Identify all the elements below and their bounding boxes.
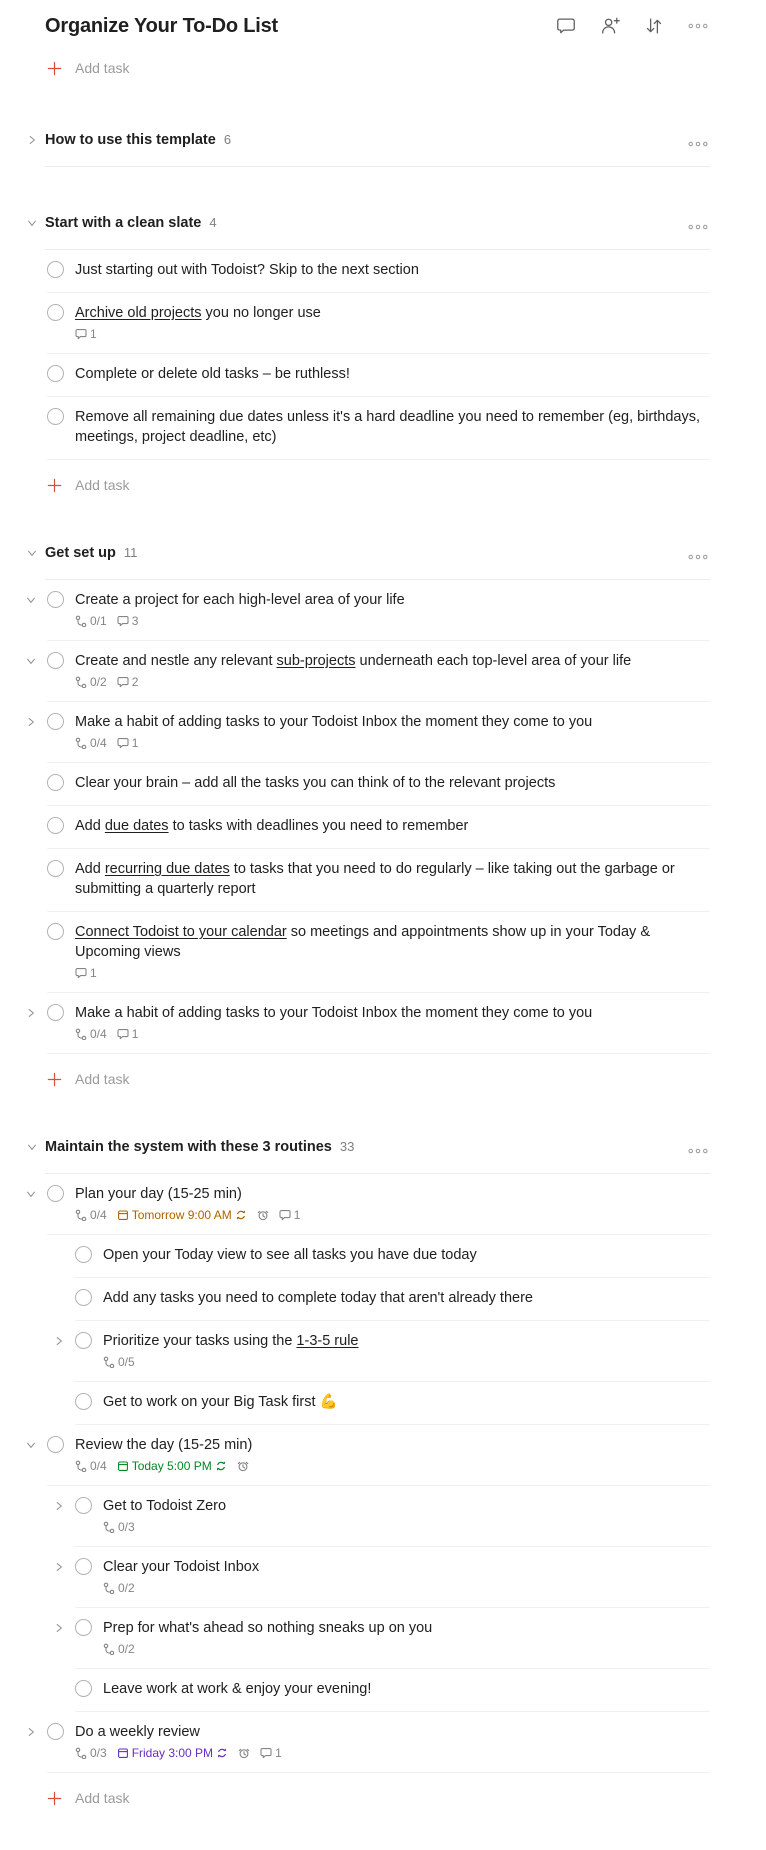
task-title[interactable] — [75, 712, 710, 732]
subtask-count-text: 0/3 — [118, 1520, 135, 1534]
subtasks-icon — [103, 1582, 115, 1594]
chevron-down-icon[interactable] — [27, 218, 37, 228]
due-date — [117, 1459, 227, 1473]
task-row — [75, 1278, 710, 1321]
subtask-count — [75, 1746, 107, 1760]
comment-icon — [279, 1209, 291, 1221]
section-more-button[interactable] — [686, 132, 710, 156]
calendar-icon — [117, 1209, 129, 1221]
task-checkbox[interactable] — [47, 860, 64, 877]
task-title-text: Add any tasks you need to complete today that aren't already there — [103, 1290, 533, 1306]
comments-button[interactable] — [554, 14, 578, 38]
task-row — [47, 1174, 710, 1235]
calendar-icon — [117, 1460, 129, 1472]
task-checkbox[interactable] — [47, 591, 64, 608]
comment-icon — [117, 737, 129, 749]
plus-icon — [47, 1072, 62, 1087]
section-title[interactable]: How to use this template — [45, 132, 216, 148]
section-task-count: 11 — [123, 545, 138, 560]
sort-arrows-icon — [643, 15, 665, 37]
task-title[interactable] — [103, 1679, 710, 1699]
task-title[interactable] — [75, 773, 710, 793]
subtask-count — [75, 1027, 107, 1041]
due-date-text: Today 5:00 PM — [131, 1459, 212, 1473]
task-row — [47, 763, 710, 806]
task-meta — [75, 1027, 710, 1041]
task-title-text: Get to work on your Big Task first 💪 — [103, 1394, 338, 1410]
comment-count — [117, 614, 139, 628]
task-meta — [75, 1459, 710, 1473]
task-row — [47, 354, 710, 397]
chevron-right-icon[interactable] — [26, 717, 36, 727]
chevron-right-icon[interactable] — [27, 135, 37, 145]
comment-count — [117, 1027, 139, 1041]
section-how-to-use — [45, 132, 710, 167]
reminder-icon — [257, 1209, 269, 1221]
task-title[interactable] — [103, 1618, 710, 1638]
task-checkbox[interactable] — [47, 1004, 64, 1021]
subtasks-icon — [103, 1521, 115, 1533]
task-checkbox[interactable] — [47, 1723, 64, 1740]
subtask-count-text: 0/2 — [118, 1581, 135, 1595]
task-title[interactable] — [75, 922, 710, 962]
due-date — [117, 1746, 228, 1760]
task-title[interactable] — [103, 1557, 710, 1577]
task-row — [47, 250, 710, 293]
comment-count-text: 3 — [131, 614, 139, 628]
task-title[interactable] — [75, 260, 710, 280]
subtasks-icon — [103, 1356, 115, 1368]
task-title-text: Open your Today view to see all tasks you have due today — [103, 1247, 477, 1263]
task-row — [75, 1321, 710, 1382]
task-title-text: Make a habit of adding tasks to your Todoist Inbox the moment they come to you — [75, 1005, 593, 1021]
add-task-button[interactable] — [47, 1067, 710, 1091]
section-title[interactable]: Start with a clean slate — [45, 215, 202, 231]
task-title-text: Clear your Todoist Inbox — [103, 1559, 260, 1575]
more-icon — [688, 141, 708, 147]
subtask-count-text: 0/5 — [118, 1355, 135, 1369]
subtasks-icon — [75, 615, 87, 627]
task-checkbox[interactable] — [75, 1680, 92, 1697]
task-row — [75, 1608, 710, 1669]
comment-count — [75, 327, 97, 341]
sort-button[interactable] — [642, 14, 666, 38]
task-row — [47, 580, 710, 641]
subtasks-icon — [75, 737, 87, 749]
task-title-text: Leave work at work & enjoy your evening! — [103, 1681, 372, 1697]
task-title[interactable] — [75, 1722, 710, 1742]
more-icon — [688, 23, 708, 29]
comment-icon — [260, 1747, 272, 1759]
task-title-text: Add — [75, 861, 105, 877]
task-link[interactable]: Connect Todoist to your calendar — [75, 924, 287, 940]
reminder-icon — [238, 1747, 250, 1759]
task-checkbox[interactable] — [47, 1436, 64, 1453]
chevron-right-icon[interactable] — [26, 1008, 36, 1018]
task-title-text: Get to Todoist Zero — [103, 1498, 227, 1514]
project-header — [45, 14, 710, 38]
subtask-count — [75, 1459, 107, 1473]
task-meta — [75, 614, 710, 628]
comment-icon — [117, 1028, 129, 1040]
task-checkbox[interactable] — [47, 261, 64, 278]
task-checkbox[interactable] — [47, 774, 64, 791]
section-task-count: 4 — [209, 215, 217, 230]
task-row — [47, 702, 710, 763]
task-meta — [75, 1208, 710, 1222]
due-date — [117, 1208, 247, 1222]
task-checkbox[interactable] — [47, 923, 64, 940]
comment-count — [117, 675, 139, 689]
task-title[interactable] — [75, 1435, 710, 1455]
section-header — [45, 1139, 710, 1174]
chevron-right-icon[interactable] — [54, 1501, 64, 1511]
subtasks-icon — [75, 1209, 87, 1221]
more-options-button[interactable] — [686, 14, 710, 38]
comment-count — [279, 1208, 301, 1222]
subtask-count — [103, 1642, 135, 1656]
subtask-count-text: 0/4 — [90, 1027, 107, 1041]
task-row — [47, 849, 710, 912]
task-title-text: Do a weekly review — [75, 1724, 200, 1740]
task-row — [47, 641, 710, 702]
task-row — [75, 1547, 710, 1608]
chevron-down-icon[interactable] — [27, 548, 37, 558]
task-row — [47, 1425, 710, 1486]
task-title-text: to tasks that you need to do regularly – like taking out the garbage or submitting a quarterly report — [75, 861, 675, 897]
comment-icon — [75, 967, 87, 979]
section-maintain-system — [45, 1139, 710, 1810]
add-task-button[interactable] — [47, 1786, 710, 1810]
section-more-button[interactable] — [686, 215, 710, 239]
task-title-text: so meetings and appointments show up in your Today & Upcoming views — [75, 924, 650, 960]
subtask-count — [75, 614, 107, 628]
chevron-right-icon[interactable] — [54, 1623, 64, 1633]
task-checkbox[interactable] — [75, 1289, 92, 1306]
task-title[interactable] — [103, 1331, 710, 1351]
subtask-count-text: 0/4 — [90, 1459, 107, 1473]
subtask-count — [75, 1208, 107, 1222]
subtasks-icon — [75, 1028, 87, 1040]
task-title-text: Add — [75, 818, 105, 834]
task-checkbox[interactable] — [47, 1185, 64, 1202]
section-title[interactable]: Maintain the system with these 3 routines — [45, 1139, 332, 1155]
task-meta — [103, 1520, 710, 1534]
subtasks-icon — [75, 1747, 87, 1759]
chevron-down-icon[interactable] — [26, 1440, 36, 1450]
task-link[interactable]: sub-projects — [276, 653, 356, 669]
task-title-text: you no longer use — [201, 305, 321, 321]
task-title-text: Clear your brain – add all the tasks you can think of to the relevant projects — [75, 775, 556, 791]
subtask-count-text: 0/1 — [90, 614, 107, 628]
due-date-text: Tomorrow 9:00 AM — [131, 1208, 232, 1222]
task-meta — [75, 736, 710, 750]
add-task-label: Add task — [75, 477, 130, 493]
subtask-count-text: 0/2 — [90, 675, 107, 689]
subtask-count-text: 0/4 — [90, 736, 107, 750]
comment-count-text: 1 — [131, 736, 139, 750]
comment-count — [260, 1746, 282, 1760]
comment-icon — [75, 328, 87, 340]
task-title[interactable] — [75, 590, 710, 610]
task-row — [75, 1669, 710, 1712]
section-clean-slate — [45, 215, 710, 497]
more-icon — [688, 1148, 708, 1154]
chevron-right-icon[interactable] — [54, 1562, 64, 1572]
chevron-down-icon[interactable] — [27, 1142, 37, 1152]
comment-count — [117, 736, 139, 750]
subtasks-icon — [75, 676, 87, 688]
task-title[interactable] — [75, 859, 710, 899]
chevron-down-icon[interactable] — [26, 656, 36, 666]
task-checkbox[interactable] — [75, 1497, 92, 1514]
task-link[interactable]: Archive old projects — [75, 305, 202, 321]
comment-count-text: 1 — [131, 1027, 139, 1041]
add-task-label: Add task — [75, 60, 130, 76]
add-task-label: Add task — [75, 1790, 130, 1806]
task-title-text: Prioritize your tasks using the — [103, 1333, 297, 1349]
comment-count-text: 2 — [131, 675, 139, 689]
page-title[interactable]: Organize Your To-Do List — [45, 14, 278, 37]
task-checkbox[interactable] — [75, 1332, 92, 1349]
more-icon — [688, 554, 708, 560]
comment-icon — [117, 615, 129, 627]
subtask-count-text: 0/2 — [118, 1642, 135, 1656]
task-link[interactable]: recurring due dates — [104, 861, 230, 877]
comment-count-text: 1 — [275, 1746, 282, 1760]
chevron-right-icon[interactable] — [26, 1727, 36, 1737]
task-checkbox[interactable] — [47, 652, 64, 669]
task-title[interactable] — [75, 364, 710, 384]
task-checkbox[interactable] — [47, 304, 64, 321]
task-checkbox[interactable] — [47, 365, 64, 382]
subtask-count — [75, 675, 107, 689]
recurring-icon — [235, 1209, 247, 1221]
section-title[interactable]: Get set up — [45, 545, 116, 561]
due-date-text: Friday 3:00 PM — [131, 1746, 214, 1760]
task-checkbox[interactable] — [75, 1393, 92, 1410]
task-row — [47, 912, 710, 993]
task-title[interactable] — [75, 1003, 710, 1023]
task-title-text: Plan your day (15-25 min) — [75, 1186, 242, 1202]
chevron-right-icon[interactable] — [54, 1336, 64, 1346]
subtask-count-text: 0/4 — [90, 1208, 107, 1222]
task-title[interactable] — [103, 1288, 710, 1308]
task-row — [75, 1486, 710, 1547]
task-row — [47, 293, 710, 354]
plus-icon — [47, 61, 62, 76]
task-checkbox[interactable] — [47, 713, 64, 730]
task-title-text: Just starting out with Todoist? Skip to the next section — [75, 262, 419, 278]
subtask-count — [103, 1520, 135, 1534]
section-more-button[interactable] — [686, 1139, 710, 1163]
subtasks-icon — [75, 1460, 87, 1472]
task-row — [47, 993, 710, 1054]
calendar-icon — [117, 1747, 129, 1759]
subtasks-icon — [103, 1643, 115, 1655]
task-title-text: Remove all remaining due dates unless it's a hard deadline you need to remember (eg, birthdays, meetings, project deadline, etc) — [75, 409, 701, 445]
task-checkbox[interactable] — [47, 817, 64, 834]
section-header — [45, 545, 710, 580]
comment-icon — [117, 676, 129, 688]
section-get-set-up — [45, 545, 710, 1091]
chevron-down-icon[interactable] — [26, 1189, 36, 1199]
subtask-count — [103, 1355, 135, 1369]
task-title-text: Prep for what's ahead so nothing sneaks up on you — [103, 1620, 433, 1636]
section-header — [45, 132, 710, 167]
task-title-text: Create a project for each high-level area of your life — [75, 592, 405, 608]
add-person-icon — [599, 15, 621, 37]
comment-count-text: 1 — [90, 327, 97, 341]
section-more-button[interactable] — [686, 545, 710, 569]
task-title[interactable] — [103, 1392, 710, 1412]
task-checkbox[interactable] — [75, 1558, 92, 1575]
subtask-count — [75, 736, 107, 750]
share-button[interactable] — [598, 14, 622, 38]
section-task-count: 33 — [339, 1139, 355, 1154]
task-row — [47, 1712, 710, 1773]
chevron-down-icon[interactable] — [26, 595, 36, 605]
add-task-label: Add task — [75, 1071, 130, 1087]
task-meta — [75, 1746, 710, 1760]
task-title[interactable] — [75, 1184, 710, 1204]
task-title[interactable] — [75, 407, 710, 447]
task-title-text: to tasks with deadlines you need to remember — [168, 818, 469, 834]
comment-bubble-icon — [555, 15, 577, 37]
task-checkbox[interactable] — [47, 408, 64, 425]
task-title-text: Make a habit of adding tasks to your Todoist Inbox the moment they come to you — [75, 714, 593, 730]
task-title-text: Complete or delete old tasks – be ruthless! — [75, 366, 350, 382]
task-checkbox[interactable] — [75, 1246, 92, 1263]
more-icon — [688, 224, 708, 230]
task-row — [47, 806, 710, 849]
subtask-count — [103, 1581, 135, 1595]
toolbar — [554, 14, 710, 38]
task-meta — [103, 1355, 710, 1369]
plus-icon — [47, 1791, 62, 1806]
plus-icon — [47, 478, 62, 493]
comment-count-text: 1 — [293, 1208, 301, 1222]
comment-count-text: 1 — [90, 966, 97, 980]
recurring-icon — [215, 1460, 227, 1472]
add-task-button[interactable] — [47, 473, 710, 497]
add-task-button[interactable] — [47, 56, 710, 80]
section-header — [45, 215, 710, 250]
task-row — [75, 1235, 710, 1278]
task-row — [47, 397, 710, 460]
task-title[interactable] — [103, 1245, 710, 1265]
task-title-text: Create and nestle any relevant — [75, 653, 277, 669]
task-link[interactable]: due dates — [104, 818, 169, 834]
task-checkbox[interactable] — [75, 1619, 92, 1636]
task-row — [75, 1382, 710, 1425]
task-meta — [103, 1581, 710, 1595]
task-title[interactable] — [75, 816, 710, 836]
reminder-icon — [237, 1460, 249, 1472]
task-meta — [75, 966, 710, 980]
task-meta — [103, 1642, 710, 1656]
task-title[interactable] — [75, 651, 710, 671]
section-task-count: 6 — [223, 132, 232, 147]
task-link[interactable]: 1-3-5 rule — [296, 1333, 359, 1349]
subtask-count-text: 0/3 — [90, 1746, 107, 1760]
task-title[interactable] — [75, 303, 710, 323]
task-title[interactable] — [103, 1496, 710, 1516]
recurring-icon — [216, 1747, 228, 1759]
task-meta — [75, 675, 710, 689]
task-meta — [75, 327, 710, 341]
comment-count — [75, 966, 97, 980]
task-title-text: Review the day (15-25 min) — [75, 1437, 253, 1453]
task-title-text: underneath each top-level area of your life — [355, 653, 632, 669]
